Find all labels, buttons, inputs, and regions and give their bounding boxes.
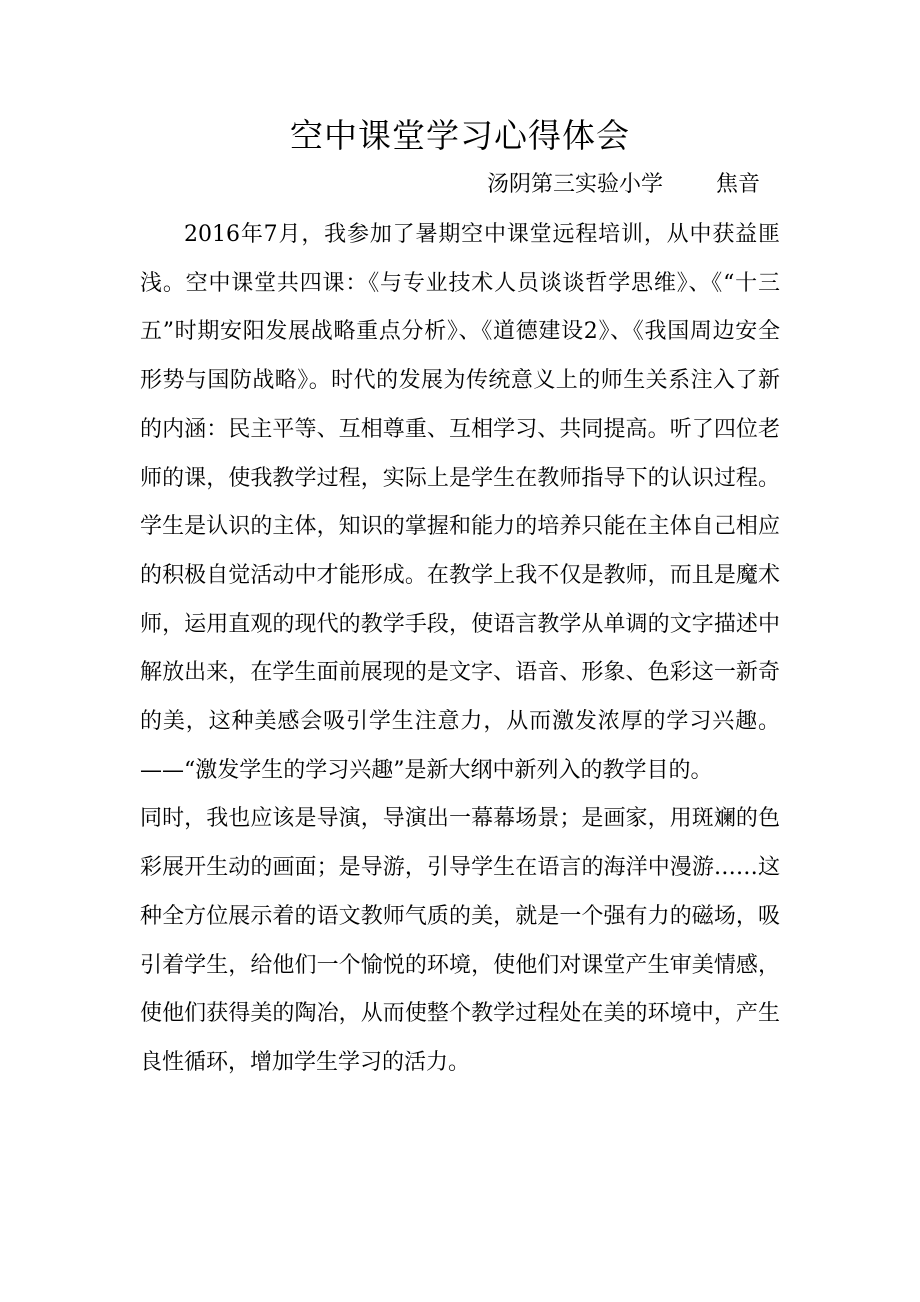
document-body xyxy=(140,211,780,1088)
paragraph-2: 同时，我也应该是导演，导演出一幕幕场景；是画家，用斑斓的色彩展开生动的画面；是导游，引导学生在语言的海洋中漫游……这种全方位展示着的语文教师气质的美，就是一个强有力的磁场，吸引着学生，给他们一个愉悦的环境，使他们对课堂产生审美情感，使他们获得美的陶冶，从而使整个教学过程处在美的环境中，产生良性循环，增加学生学习的活力。 xyxy=(140,806,780,1075)
paragraph-1: 2016年7月，我参加了暑期空中课堂远程培训，从中获益匪浅。空中课堂共四课：《与专业技术人员谈谈哲学思维》、《“十三五”时期安阳发展战略重点分析》、《道德建设2》、《我国周边安全形势与国防战略》。时代的发展为传统意义上的师生关系注入了新的内涵：民主平等、互相尊重、互相学习、共同提高。听了四位老师的课，使我教学过程，实际上是学生在教师指导下的认识过程。学生是认识的主体，知识的掌握和能力的培养只能在主体自己相应的积极自觉活动中才能形成。在教学上我不仅是教师，而且是魔术师，运用直观的现代的教学手段，使语言教学从单调的文字描述中解放出来，在学生面前展现的是文字、语音、形象、色彩这一新奇的美，这种美感会吸引学生注意力，从而激发浓厚的学习兴趣。——“激发学生的学习兴趣”是新大纲中新列入的教学目的。 xyxy=(140,222,780,783)
author-line xyxy=(487,168,787,202)
school-name: 汤阴第三实验小学 xyxy=(487,172,664,197)
author-name: 焦音 xyxy=(716,172,761,197)
document-title: 空中课堂学习心得体会 xyxy=(290,116,630,155)
